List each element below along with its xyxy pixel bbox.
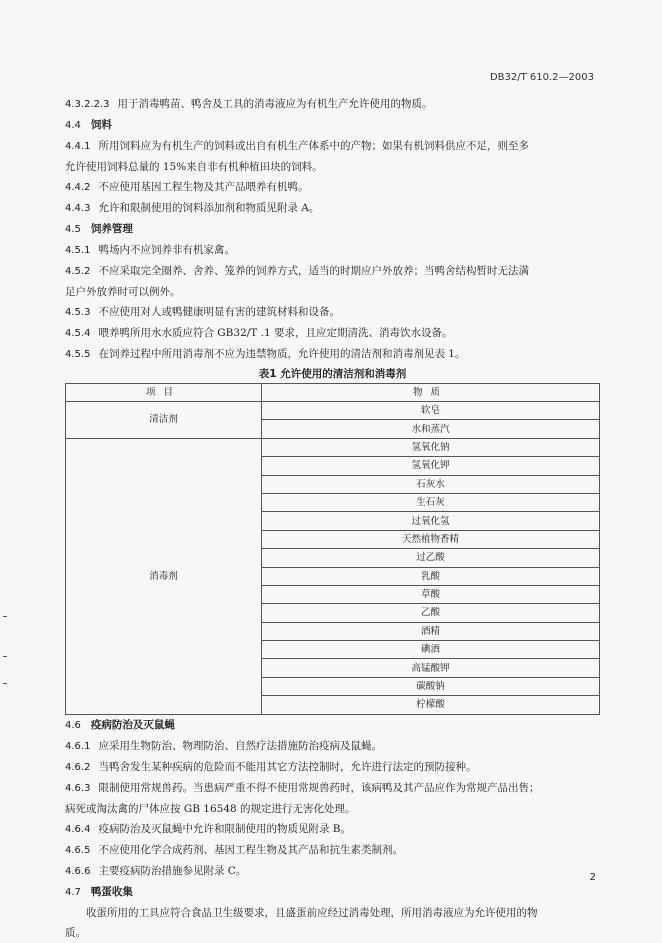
clause-number: 4.5.4	[65, 328, 91, 339]
substance-cell: 氢氧化钾	[262, 457, 600, 475]
substances-table	[65, 383, 600, 715]
paragraph	[65, 819, 600, 840]
clause-text: 不应使用化学合成药剂、基因工程生物及其产品和抗生素类制剂。	[98, 843, 403, 856]
substance-cell: 柠檬酸	[262, 696, 600, 714]
scan-mark	[3, 616, 7, 617]
paragraph	[65, 757, 600, 778]
substance-cell: 氢氧化钠	[262, 438, 600, 456]
clause-text: 在饲养过程中所用消毒剂不应为违禁物质，允许使用的清洁剂和消毒剂见表 1。	[98, 348, 466, 360]
clause-number: 4.6.5	[65, 844, 91, 856]
clause-number: 4.7	[65, 886, 81, 898]
paragraph	[65, 282, 600, 302]
substance-cell: 碘酒	[262, 641, 600, 659]
clause-number: 4.6.3	[65, 782, 91, 794]
paragraph	[65, 861, 600, 882]
document-code: DB32/T 610.2—2003	[489, 72, 594, 83]
clause-text: 不应使用对人或鸭健康明显有害的建筑材料和设备。	[98, 306, 340, 318]
clause-text: 所用饲料应为有机生产的饲料或出自有机生产体系中的产物；如果有机饲料供应不足，则至多	[98, 140, 529, 152]
clause-text: 饲料	[90, 119, 112, 131]
clause-text: 当鸭舍发生某种疾病的危险而不能用其它方法控制时，允许进行法定的预防接种。	[98, 760, 477, 773]
table-row	[66, 438, 600, 456]
paragraph	[65, 799, 600, 819]
table-title: 表1 允许使用的清洁剂和消毒剂	[258, 368, 407, 380]
clause-text: 疫病防治及灭鼠蝇中允许和限制使用的物质见附录 B。	[98, 822, 352, 835]
clause-number: 4.6.4	[65, 823, 91, 835]
substance-cell: 天然植物香精	[262, 530, 600, 548]
category-cell: 清洁剂	[66, 402, 262, 439]
clause-number: 4.4.1	[65, 141, 91, 152]
table-header-row	[66, 384, 600, 402]
clause-number: 4.4	[65, 120, 81, 131]
column-header-substance: 物质	[262, 384, 600, 402]
substance-cell: 草酸	[262, 585, 600, 603]
clause-text: 收蛋所用的工具应符合食品卫生级要求，且盛蛋前应经过消毒处理，所用消毒液应为允许使用的物	[86, 906, 538, 919]
substance-cell: 过乙酸	[262, 549, 600, 567]
section-heading	[65, 715, 600, 736]
clause-text: 不应采取完全圈养、舍养、笼养的饲养方式，适当的时期应户外放养；当鸭舍结构暂时无法满	[98, 265, 529, 277]
paragraph	[65, 94, 600, 115]
substance-cell: 生石灰	[262, 493, 600, 511]
clause-text: 用于消毒鸭苗、鸭舍及工具的消毒液应为有机生产允许使用的物质。	[117, 98, 433, 110]
column-header-item: 项目	[66, 384, 262, 402]
table-row	[66, 402, 600, 420]
sections-top	[65, 94, 600, 365]
clause-text: 限制使用常规兽药。当患病严重不得不使用常规兽药时，该病鸭及其产品应作为常规产品出售；	[98, 781, 540, 794]
paragraph	[65, 177, 600, 198]
table-body	[66, 402, 600, 715]
clause-number: 4.5.5	[65, 349, 91, 360]
clause-number: 4.5	[65, 224, 81, 235]
clause-number: 4.4.2	[65, 182, 91, 193]
clause-text: 鸭蛋收集	[90, 885, 133, 898]
scan-mark	[3, 683, 7, 684]
section-heading	[65, 882, 600, 903]
clause-number: 4.6.2	[65, 761, 91, 773]
clause-number: 4.5.1	[65, 245, 91, 256]
paragraph	[65, 736, 600, 757]
paragraph	[65, 778, 600, 799]
clause-text: 鸭场内不应饲养非有机家禽。	[98, 244, 235, 256]
clause-number: 4.6.1	[65, 740, 91, 752]
substance-cell: 乳酸	[262, 567, 600, 585]
clause-text: 饲养管理	[90, 223, 133, 235]
substance-cell: 软皂	[262, 402, 600, 420]
clause-text: 允许和限制使用的饲料添加剂和物质见附录 A。	[98, 202, 320, 214]
substance-cell: 过氧化氢	[262, 512, 600, 530]
page-number: 2	[589, 872, 596, 883]
substance-cell: 酒精	[262, 622, 600, 640]
clause-number: 4.3.2.2.3	[65, 99, 110, 110]
clause-text: 允许使用饲料总量的 15%来自非有机种植田块的饲料。	[65, 161, 323, 173]
section-heading	[65, 115, 600, 136]
clause-number: 4.5.2	[65, 266, 91, 277]
scan-mark	[3, 656, 7, 657]
clause-number: 4.4.3	[65, 203, 91, 214]
paragraph	[65, 903, 600, 923]
clause-text: 足户外放养时可以例外。	[65, 286, 181, 298]
substance-cell: 碳酸钠	[262, 677, 600, 695]
section-heading	[65, 219, 600, 240]
paragraph	[65, 344, 600, 365]
paragraph	[65, 302, 600, 323]
clause-text: 质。	[65, 926, 86, 939]
clause-text: 病死或淘汰禽的尸体应按 GB 16548 的规定进行无害化处理。	[65, 802, 356, 815]
clause-number: 4.6	[65, 719, 81, 731]
paragraph	[65, 323, 600, 344]
substance-cell: 高锰酸钾	[262, 659, 600, 677]
paragraph	[65, 157, 600, 177]
category-cell: 消毒剂	[66, 438, 262, 714]
clause-text: 应采用生物防治、物理防治、自然疗法措施防治疫病及鼠蝇。	[98, 739, 382, 752]
substance-cell: 水和蒸汽	[262, 420, 600, 438]
clause-text: 不应使用基因工程生物及其产品喂养有机鸭。	[98, 181, 309, 193]
clause-number: 4.5.3	[65, 307, 91, 318]
paragraph	[65, 923, 600, 943]
paragraph	[65, 240, 600, 261]
paragraph	[65, 840, 600, 861]
document-body	[65, 94, 600, 943]
paragraph	[65, 136, 600, 157]
paragraph	[65, 261, 600, 282]
clause-text: 疫病防治及灭鼠蝇	[90, 718, 175, 731]
clause-number: 4.6.6	[65, 865, 91, 877]
clause-text: 主要疫病防治措施参见附录 C。	[98, 864, 247, 877]
substance-cell: 石灰水	[262, 475, 600, 493]
clause-text: 喂养鸭所用水水质应符合 GB32/T .1 要求，且应定期清洗、消毒饮水设备。	[98, 327, 453, 339]
substance-cell: 乙酸	[262, 604, 600, 622]
paragraph	[65, 198, 600, 219]
sections-bottom	[65, 715, 600, 943]
